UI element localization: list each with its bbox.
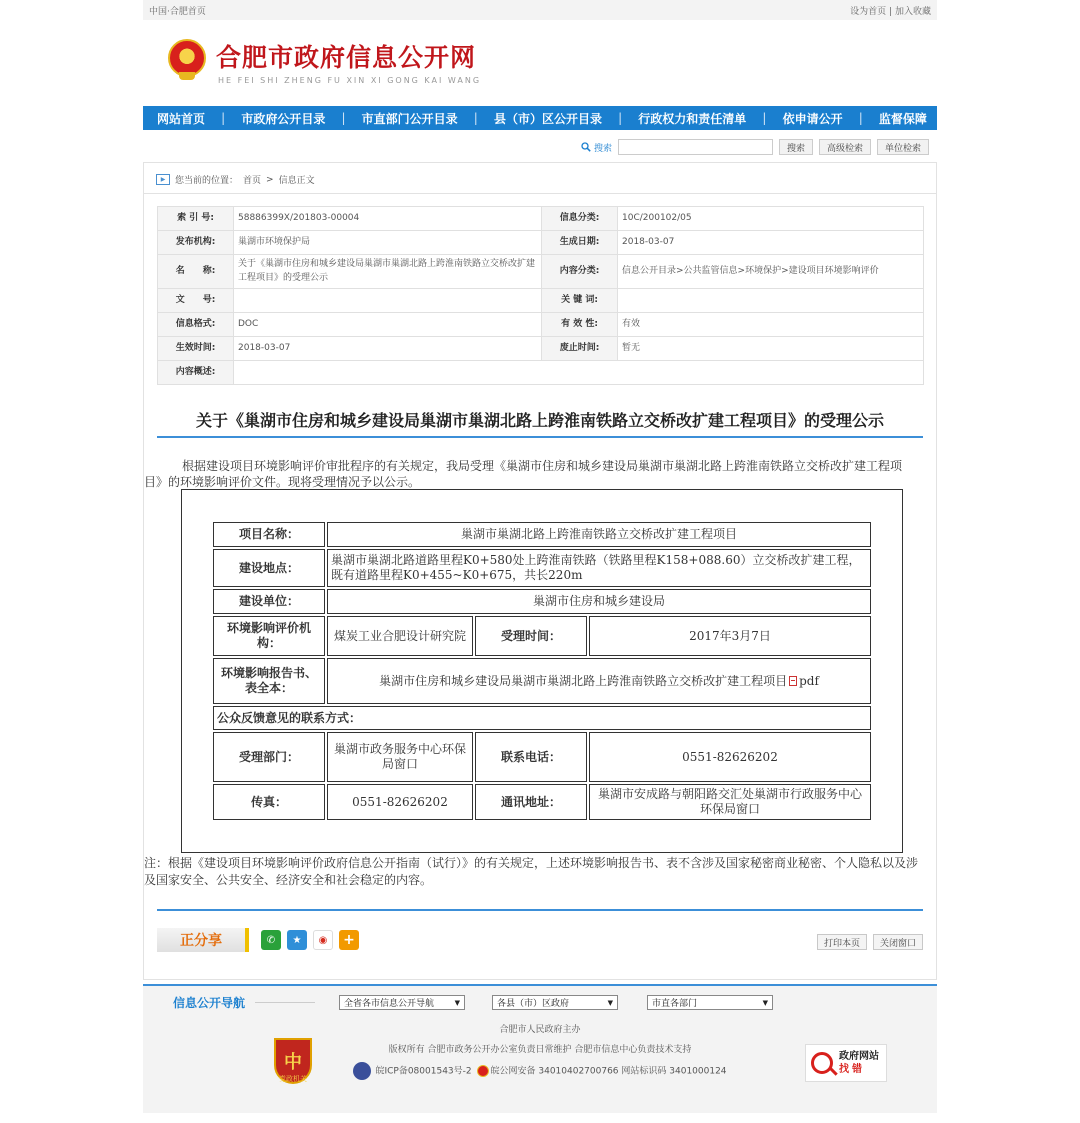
advanced-search-button[interactable]: 高级检索	[819, 139, 871, 155]
share-bar	[157, 927, 367, 953]
meta-value	[234, 289, 542, 313]
accept-time-value: 2017年3月7日	[589, 616, 871, 656]
meta-value: 暂无	[618, 337, 924, 361]
meta-value: 10C/200102/05	[618, 207, 924, 231]
site-title[interactable]: 合肥市政府信息公开网	[216, 43, 477, 72]
table-row	[158, 313, 924, 337]
breadcrumb-sep: >	[266, 174, 274, 185]
table-row	[213, 549, 871, 587]
top-links	[850, 4, 931, 17]
national-emblem-icon	[168, 39, 206, 77]
search-input[interactable]	[618, 139, 773, 155]
meta-value: 关于《巢湖市住房和城乡建设局巢湖市巢湖北路上跨淮南铁路立交桥改扩建工程项目》的受理公示	[234, 255, 542, 289]
set-home-link[interactable]: 设为首页	[850, 6, 887, 17]
city-dept-select[interactable]	[647, 995, 773, 1010]
dept-value: 巢湖市政务服务中心环保局窗口	[327, 732, 473, 782]
error-report-line2: 找错	[839, 1064, 865, 1075]
unit-search-button[interactable]: 单位检索	[877, 139, 929, 155]
icp-record[interactable]: 皖ICP备08001543号-2	[375, 1066, 472, 1077]
report-label: 环境影响报告书、表全本：	[213, 658, 325, 704]
top-home-link[interactable]: 中国·合肥首页	[149, 6, 206, 17]
site-footer	[143, 984, 937, 1113]
fax-label: 传真：	[213, 784, 325, 820]
dept-label: 受理部门：	[213, 732, 325, 782]
breadcrumb-current: 信息正文	[278, 176, 315, 186]
report-ext[interactable]: pdf	[799, 673, 819, 688]
report-cell	[327, 658, 871, 704]
table-row	[158, 207, 924, 231]
fax-value: 0551-82626202	[327, 784, 473, 820]
meta-value: 58886399X/201803-00004	[234, 207, 542, 231]
footer-copyright: 版权所有 合肥市政务公开办公室负责日常维护 合肥市信息中心负责技术支持	[388, 1045, 692, 1055]
chevron-down-icon: ▼	[607, 998, 613, 1007]
location-label: 建设地点：	[213, 549, 325, 587]
meta-label: 生成日期:	[542, 231, 618, 255]
search-link[interactable]	[581, 141, 612, 154]
meta-table	[157, 206, 924, 385]
nav-supervision[interactable]: 监督保障	[878, 111, 927, 126]
top-bar	[143, 0, 937, 20]
meta-label: 名 称:	[158, 255, 234, 289]
wechat-share-icon[interactable]: ✆	[261, 930, 281, 950]
eia-label: 环境影响评价机构：	[213, 616, 325, 656]
meta-value: 有效	[618, 313, 924, 337]
phone-value: 0551-82626202	[589, 732, 871, 782]
project-table	[211, 520, 873, 822]
meta-label: 信息格式:	[158, 313, 234, 337]
meta-value: 信息公开目录>公共监管信息>环境保护>建设项目环境影响评价	[618, 255, 924, 289]
table-row	[213, 706, 871, 730]
city-dept-select-value: 市直各部门	[652, 999, 698, 1009]
top-links-sep: |	[889, 6, 893, 17]
table-row	[158, 337, 924, 361]
meta-value: 2018-03-07	[234, 337, 542, 361]
accept-time-label: 受理时间：	[475, 616, 587, 656]
county-gov-select[interactable]	[492, 995, 618, 1010]
party-gov-logo-text: 党政机关	[279, 1075, 307, 1083]
table-row	[158, 289, 924, 313]
nav-home[interactable]: 网站首页	[157, 111, 206, 126]
content-panel	[143, 162, 937, 980]
meta-value: 巢湖市环境保护局	[234, 231, 542, 255]
search-bar	[143, 136, 937, 158]
footer-sponsor: 合肥市人民政府主办	[499, 1025, 581, 1035]
phone-label: 联系电话：	[475, 732, 587, 782]
table-row	[213, 784, 871, 820]
nav-county-catalog[interactable]: 县（市）区公开目录	[493, 111, 602, 126]
pdf-icon	[789, 676, 797, 686]
breadcrumb-prefix: 您当前的位置：	[175, 176, 239, 186]
unit-value: 巢湖市住房和城乡建设局	[327, 589, 871, 614]
project-box	[181, 489, 903, 853]
meta-label: 文 号:	[158, 289, 234, 313]
location-value: 巢湖市巢湖北路道路里程K0+580处上跨淮南铁路（铁路里程K158+088.60）立交桥改扩建工程，既有道路里程K0+455~K0+675，共长220m	[327, 549, 871, 587]
police-shield-icon	[353, 1062, 371, 1080]
police-emblem-icon	[477, 1065, 489, 1077]
close-window-button[interactable]: 关闭窗口	[873, 934, 923, 950]
table-row	[158, 255, 924, 289]
meta-label: 内容分类:	[542, 255, 618, 289]
meta-label: 发布机构:	[158, 231, 234, 255]
chevron-down-icon: ▼	[762, 998, 768, 1007]
eia-value: 煤炭工业合肥设计研究院	[327, 616, 473, 656]
table-row	[213, 732, 871, 782]
table-row	[158, 361, 924, 385]
site-code: 网站标识码 3401000124	[621, 1066, 727, 1077]
add-favorite-link[interactable]: 加入收藏	[894, 6, 931, 17]
nav-city-catalog[interactable]: 市政府公开目录	[241, 111, 326, 126]
meta-value: DOC	[234, 313, 542, 337]
footer-nav-line	[255, 1002, 315, 1003]
main-nav: 网站首页 | 市政府公开目录 | 市直部门公开目录 | 县（市）区公开目录 | 行政权力和责任清单 | 依申请公开 | 监督保障	[143, 106, 937, 130]
breadcrumb-divider	[144, 193, 936, 194]
meta-value	[234, 361, 924, 385]
table-row	[213, 589, 871, 614]
more-share-icon[interactable]: +	[339, 930, 359, 950]
chevron-down-icon: ▼	[454, 998, 460, 1007]
table-row	[213, 616, 871, 656]
meta-label: 索 引 号:	[158, 207, 234, 231]
meta-label: 信息分类:	[542, 207, 618, 231]
magnifier-icon	[811, 1052, 833, 1074]
share-label: 正分享	[157, 928, 249, 952]
table-row	[158, 231, 924, 255]
document-note: 注：根据《建设项目环境影响评价政府信息公开指南（试行）》的有关规定，上述环境影响报告书、表不含涉及国家秘密商业秘密、个人隐私以及涉及国家安全、公共安全、经济安全和社会稳定的内容。	[144, 856, 919, 887]
meta-label: 内容概述:	[158, 361, 234, 385]
site-subtitle: HE FEI SHI ZHENG FU XIN XI GONG KAI WANG	[218, 76, 482, 85]
gov-site-error-report-button[interactable]	[805, 1044, 887, 1082]
search-button[interactable]: 搜索	[779, 139, 813, 155]
document-intro: 根据建设项目环境影响评价审批程序的有关规定，我局受理《巢湖市住房和城乡建设局巢湖市巢湖北路上跨淮南铁路立交桥改扩建工程项目》的环境影响评价文件。现将受理情况予以公示。	[144, 459, 903, 489]
meta-value	[618, 289, 924, 313]
print-button[interactable]: 打印本页	[817, 934, 867, 950]
meta-label: 生效时间:	[158, 337, 234, 361]
nav-dept-catalog[interactable]: 市直部门公开目录	[361, 111, 458, 126]
unit-label: 建设单位：	[213, 589, 325, 614]
project-name-value: 巢湖市巢湖北路上跨淮南铁路立交桥改扩建工程项目	[327, 522, 871, 547]
feedback-label: 公众反馈意见的联系方式：	[213, 706, 871, 730]
search-icon	[581, 142, 591, 152]
document-title: 关于《巢湖市住房和城乡建设局巢湖市巢湖北路上跨淮南铁路立交桥改扩建工程项目》的受理公示	[195, 411, 884, 430]
table-row	[213, 658, 871, 704]
province-nav-select-value: 全省各市信息公开导航	[344, 999, 435, 1009]
province-nav-select[interactable]	[339, 995, 465, 1010]
play-icon: ▶	[156, 174, 170, 185]
address-label: 通讯地址：	[475, 784, 587, 820]
county-gov-select-value: 各县（市）区政府	[497, 999, 570, 1009]
meta-label: 关 键 词:	[542, 289, 618, 313]
footer-divider	[157, 909, 923, 911]
qzone-share-icon[interactable]: ★	[287, 930, 307, 950]
party-gov-logo-icon[interactable]: 中	[274, 1038, 312, 1084]
error-report-line1: 政府网站	[839, 1051, 879, 1062]
police-record[interactable]: 皖公网安备 34010402700766	[490, 1066, 619, 1077]
page-actions	[817, 934, 923, 950]
weibo-share-icon[interactable]: ◉	[313, 930, 333, 950]
footer-nav-title: 信息公开导航	[173, 996, 246, 1010]
nav-apply[interactable]: 依申请公开	[782, 111, 843, 126]
meta-value: 2018-03-07	[618, 231, 924, 255]
site-header	[143, 20, 937, 104]
breadcrumb	[156, 173, 315, 186]
error-report-text	[839, 1050, 879, 1076]
nav-power-list[interactable]: 行政权力和责任清单	[638, 111, 747, 126]
meta-label: 有 效 性:	[542, 313, 618, 337]
title-divider	[157, 436, 923, 438]
meta-label: 废止时间:	[542, 337, 618, 361]
address-value: 巢湖市安成路与朝阳路交汇处巢湖市行政服务中心环保局窗口	[589, 784, 871, 820]
project-name-label: 项目名称：	[213, 522, 325, 547]
breadcrumb-home[interactable]: 首页	[243, 176, 262, 186]
table-row	[213, 522, 871, 547]
report-link[interactable]: 巢湖市住房和城乡建设局巢湖市巢湖北路上跨淮南铁路立交桥改扩建工程项目	[379, 673, 788, 688]
search-link-label: 搜索	[593, 143, 612, 154]
